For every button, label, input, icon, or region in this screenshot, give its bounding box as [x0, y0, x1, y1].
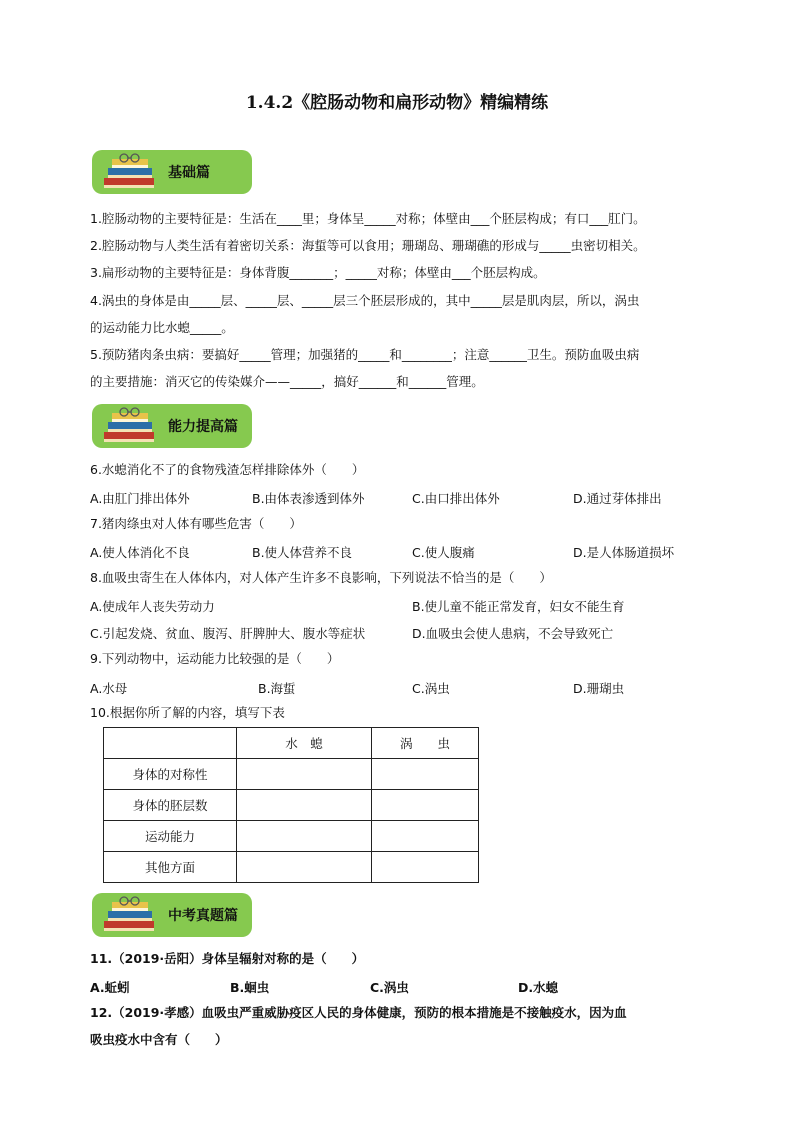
basic-q5-line1: 5.预防猪肉条虫病：要搞好_____管理；加强猪的_____和________；注意______卫生。预防血吸虫病: [90, 347, 640, 362]
basic-q4-line1: 4.涡虫的身体是由_____层、_____层、_____层三个胚层形成的，其中_____层是肌肉层，所以，涡虫: [90, 293, 640, 308]
q6-option-b: B.由体表渗透到体外: [252, 491, 365, 506]
page-title: 1.4.2《腔肠动物和扁形动物》精编精练: [245, 93, 549, 113]
basic-q2: 2.腔肠动物与人类生活有着密切关系：海蜇等可以食用；珊瑚岛、珊瑚礁的形成与_____虫密切相关。: [90, 238, 646, 253]
answer-cell[interactable]: [237, 852, 372, 883]
table-header-cell: 水 螅: [237, 728, 372, 759]
q11-option-d: D.水螅: [518, 980, 559, 995]
q11-option-c: C.涡虫: [370, 980, 409, 995]
q9-option-a: A.水母: [90, 681, 128, 696]
q7-option-c: C.使人腹痛: [412, 545, 475, 560]
answer-cell[interactable]: [237, 821, 372, 852]
table-row-label: 运动能力: [104, 821, 237, 852]
q9-option-c: C.涡虫: [412, 681, 450, 696]
section-label-exam: 中考真题篇: [168, 908, 238, 924]
table-row: [104, 821, 479, 852]
q6-option-a: A.由肛门排出体外: [90, 491, 190, 506]
q9-stem: 9.下列动物中，运动能力比较强的是（ ）: [90, 651, 340, 666]
q7-option-d: D.是人体肠道损坏: [573, 545, 675, 560]
q11-option-b: B.蛔虫: [230, 980, 270, 995]
section-banner-ability: [92, 404, 252, 448]
q8-option-d: D.血吸虫会使人患病，不会导致死亡: [412, 626, 614, 641]
q7-option-b: B.使人体营养不良: [252, 545, 353, 560]
table-row: [104, 759, 479, 790]
table-header-cell: [104, 728, 237, 759]
fill-in-table: [103, 727, 479, 883]
basic-q3: 3.扁形动物的主要特征是：身体背腹_______；_____对称；体壁由___个胚层构成。: [90, 265, 546, 280]
table-header-cell: 涡 虫: [372, 728, 479, 759]
answer-cell[interactable]: [372, 759, 479, 790]
table-row: [104, 852, 479, 883]
basic-q5-line2: 的主要措施：消灭它的传染媒介——_____，搞好______和______管理。: [90, 374, 484, 389]
section-label-basic: 基础篇: [168, 165, 210, 181]
answer-cell[interactable]: [237, 759, 372, 790]
basic-q4-line2: 的运动能力比水螅_____。: [90, 320, 234, 335]
table-row-label: 其他方面: [104, 852, 237, 883]
q11-stem: 11.（2019·岳阳）身体呈辐射对称的是（ ）: [90, 951, 365, 966]
q7-stem: 7.猪肉绦虫对人体有哪些危害（ ）: [90, 516, 302, 531]
q6-stem: 6.水螅消化不了的食物残渣怎样排除体外（ ）: [90, 462, 365, 477]
q12-stem-line2: 吸虫疫水中含有（ ）: [90, 1032, 228, 1047]
q11-option-a: A.蚯蚓: [90, 980, 130, 995]
section-label-ability: 能力提高篇: [168, 419, 238, 435]
q8-stem: 8.血吸虫寄生在人体体内，对人体产生许多不良影响，下列说法不恰当的是（ ）: [90, 570, 552, 585]
books-icon: [98, 152, 160, 194]
answer-cell[interactable]: [372, 852, 479, 883]
answer-cell[interactable]: [372, 821, 479, 852]
answer-cell[interactable]: [372, 790, 479, 821]
table-header-row: [104, 728, 479, 759]
q12-stem-line1: 12.（2019·孝感）血吸虫严重威胁疫区人民的身体健康，预防的根本措施是不接触疫水，因为血: [90, 1005, 627, 1020]
q8-option-c: C.引起发烧、贫血、腹泻、肝脾肿大、腹水等症状: [90, 626, 366, 641]
section-banner-exam: [92, 893, 252, 937]
section-banner-basic: [92, 150, 252, 194]
q9-option-b: B.海蜇: [258, 681, 296, 696]
q8-option-b: B.使儿童不能正常发育，妇女不能生育: [412, 599, 625, 614]
answer-cell[interactable]: [237, 790, 372, 821]
table-row-label: 身体的对称性: [104, 759, 237, 790]
q6-option-d: D.通过芽体排出: [573, 491, 662, 506]
books-icon: [98, 406, 160, 448]
q10-stem: 10.根据你所了解的内容，填写下表: [90, 705, 285, 720]
q7-option-a: A.使人体消化不良: [90, 545, 190, 560]
table-row-label: 身体的胚层数: [104, 790, 237, 821]
books-icon: [98, 895, 160, 937]
q9-option-d: D.珊瑚虫: [573, 681, 625, 696]
basic-q1: 1.腔肠动物的主要特征是：生活在____里；身体呈_____对称；体壁由___个胚层构成；有口___肛门。: [90, 211, 646, 226]
q6-option-c: C.由口排出体外: [412, 491, 500, 506]
table-row: [104, 790, 479, 821]
q8-option-a: A.使成年人丧失劳动力: [90, 599, 215, 614]
